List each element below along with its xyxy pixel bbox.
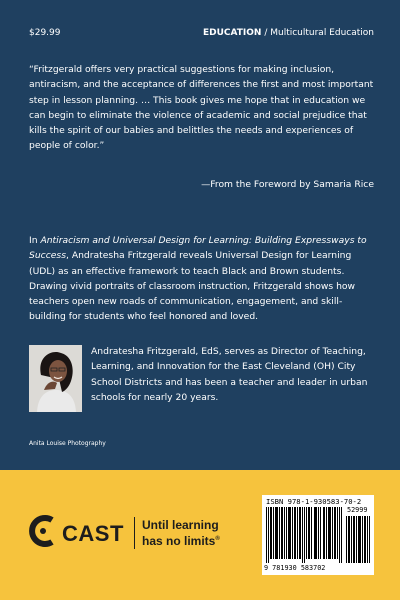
author-photo xyxy=(29,345,82,412)
ean-barcode-icon xyxy=(266,507,342,563)
category-label xyxy=(203,28,374,38)
barcode-panel xyxy=(262,495,374,575)
cast-tagline xyxy=(142,518,220,548)
isbn-number: ISBN 978-1-930583-70-2 xyxy=(266,497,362,506)
category-sub: / Multicultural Education xyxy=(261,28,374,38)
tagline-line-1: Until learning xyxy=(142,518,219,532)
logo-divider xyxy=(134,517,135,549)
author-portrait-image xyxy=(29,345,82,412)
quote-attribution: —From the Foreword by Samaria Rice xyxy=(201,179,374,190)
addon-barcode-icon xyxy=(346,516,370,563)
tagline-line-2-text: has no limits xyxy=(142,534,216,548)
tagline-line-2 xyxy=(142,532,220,548)
description-prefix: In xyxy=(29,235,41,246)
photo-credit: Anita Louise Photography xyxy=(29,440,106,447)
description-body: , Andratesha Fritzgerald reveals Universal Design for Learning (UDL) as an effective framework to teach Black and Brown students. Drawing vivid portraits of classroom instruction, Fritzgerald shows how teachers open new roads of communication, engagement, and skill-building for students who feel honored and loved. xyxy=(29,250,356,323)
category-main: EDUCATION xyxy=(202,28,262,38)
ean-digits: 9 781930 583702 xyxy=(264,564,326,572)
cast-logo xyxy=(28,514,258,554)
price-label: $29.99 xyxy=(29,28,61,38)
author-bio: Andratesha Fritzgerald, EdS, serves as Director of Teaching, Learning, and Innovation for the East Cleveland (OH) City School Districts and has been a teacher and leader in urban schools for nearly 20 years. xyxy=(91,346,368,403)
cast-mark-icon xyxy=(28,514,58,548)
endorsement-quote: “Fritzgerald offers very practical suggestions for making inclusion, antiracism, and the acceptance of differences the first and most important step in lesson planning. … This book gives me hope that in education we can begin to eliminate the violence of academic and social prejudice that kills the spirit of our babies and belittles the needs and experiences of people of color.” xyxy=(29,64,374,152)
trademark-symbol: ® xyxy=(215,536,220,542)
cast-wordmark: CAST xyxy=(62,521,124,546)
price-addon-code: 52999 xyxy=(347,506,368,514)
book-description xyxy=(29,233,374,325)
book-title: Antiracism and Universal Design for Learning: Building Expressways to Success xyxy=(29,235,367,262)
